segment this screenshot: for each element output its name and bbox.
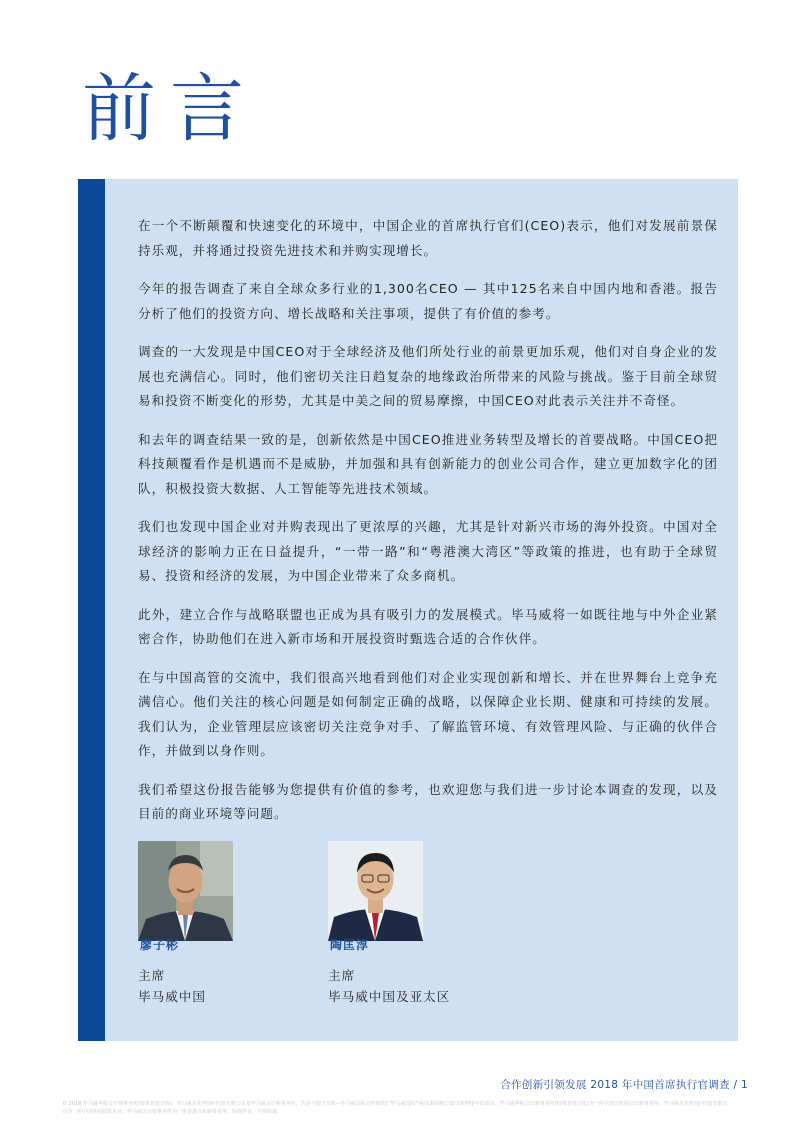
panel-accent-bar	[78, 179, 105, 1041]
foreword-body	[138, 214, 718, 841]
legal-notice: © 2018 毕马威华振会计师事务所(特殊普通合伙)、毕马威企业咨询(中国)有限公司及毕马威会计师事务所，均是与瑞士实体—毕马威国际合作组织(“毕马威国际”)相关联的独立成员所网络中的成员。毕马威华振会计师事务所(特殊普通合伙)为一所中国合伙制会计师事务所；毕马威企业咨询(中国)有限公司为一所中国外商独资企业；毕马威会计师事务所为一所香港合伙制事务所。版权所有，不得转载。	[62, 1101, 728, 1115]
signatory-2	[328, 841, 488, 1004]
paragraph-5: 我们也发现中国企业对并购表现出了更浓厚的兴趣，尤其是针对新兴市场的海外投资。中国对全球经济的影响力正在日益提升，“一带一路”和“粤港澳大湾区”等政策的推进，也有助于全球贸易、投资和经济的发展，为中国企业带来了众多商机。	[138, 519, 718, 583]
signatory-role	[328, 965, 450, 1007]
paragraph-8: 我们希望这份报告能够为您提供有价值的参考，也欢迎您与我们进一步讨论本调查的发现，以及目前的商业环境等问题。	[138, 781, 718, 821]
signatory-title: 主席	[138, 968, 166, 983]
signatory-role	[138, 965, 206, 1007]
signatory-org: 毕马威中国及亚太区	[328, 989, 451, 1004]
signatory-title: 主席	[328, 968, 356, 983]
page-title: 前言	[82, 66, 258, 152]
signatory-name: 陶匡淳	[330, 938, 370, 952]
paragraph-2: 今年的报告调查了来自全球众多行业的1,300名CEO — 其中125名来自中国内地和香港。报告分析了他们的投资方向、增长战略和关注事项，提供了有价值的参考。	[138, 281, 718, 321]
signatory-name: 廖子彬	[140, 938, 180, 952]
paragraph-6: 此外，建立合作与战略联盟也正成为具有吸引力的发展模式。毕马威将一如既往地与中外企业紧密合作，协助他们在进入新市场和开展投资时甄选合适的合作伙伴。	[138, 606, 718, 646]
running-footer: 合作创新引领发展 2018 年中国首席执行官调查 / 1	[500, 1079, 748, 1091]
portrait-photo	[328, 841, 423, 941]
paragraph-3: 调查的一大发现是中国CEO对于全球经济及他们所处行业的前景更加乐观，他们对自身企业的发展也充满信心。同时，他们密切关注日趋复杂的地缘政治所带来的风险与挑战。鉴于目前全球贸易和投资不断变化的形势，尤其是中美之间的贸易摩擦，中国CEO对此表示关注并不奇怪。	[138, 344, 718, 408]
signatory-1	[138, 841, 298, 1004]
paragraph-1: 在一个不断颠覆和快速变化的环境中，中国企业的首席执行官们(CEO)表示，他们对发展前景保持乐观，并将通过投资先进技术和并购实现增长。	[138, 218, 718, 258]
portrait-photo	[138, 841, 233, 941]
signatory-org: 毕马威中国	[138, 989, 206, 1004]
paragraph-4: 和去年的调查结果一致的是，创新依然是中国CEO推进业务转型及增长的首要战略。中国CEO把科技颠覆看作是机遇而不是威胁，并加强和具有创新能力的创业公司合作，建立更加数字化的团队，积极投资大数据、人工智能等先进技术领域。	[138, 431, 718, 496]
paragraph-7: 在与中国高管的交流中，我们很高兴地看到他们对企业实现创新和增长、并在世界舞台上竞争充满信心。他们关注的核心问题是如何制定正确的战略，以保障企业长期、健康和可持续的发展。我们认为，企业管理层应该密切关注竞争对手、了解监管环境、有效管理风险、与正确的伙伴合作，并做到以身作则。	[138, 669, 718, 758]
